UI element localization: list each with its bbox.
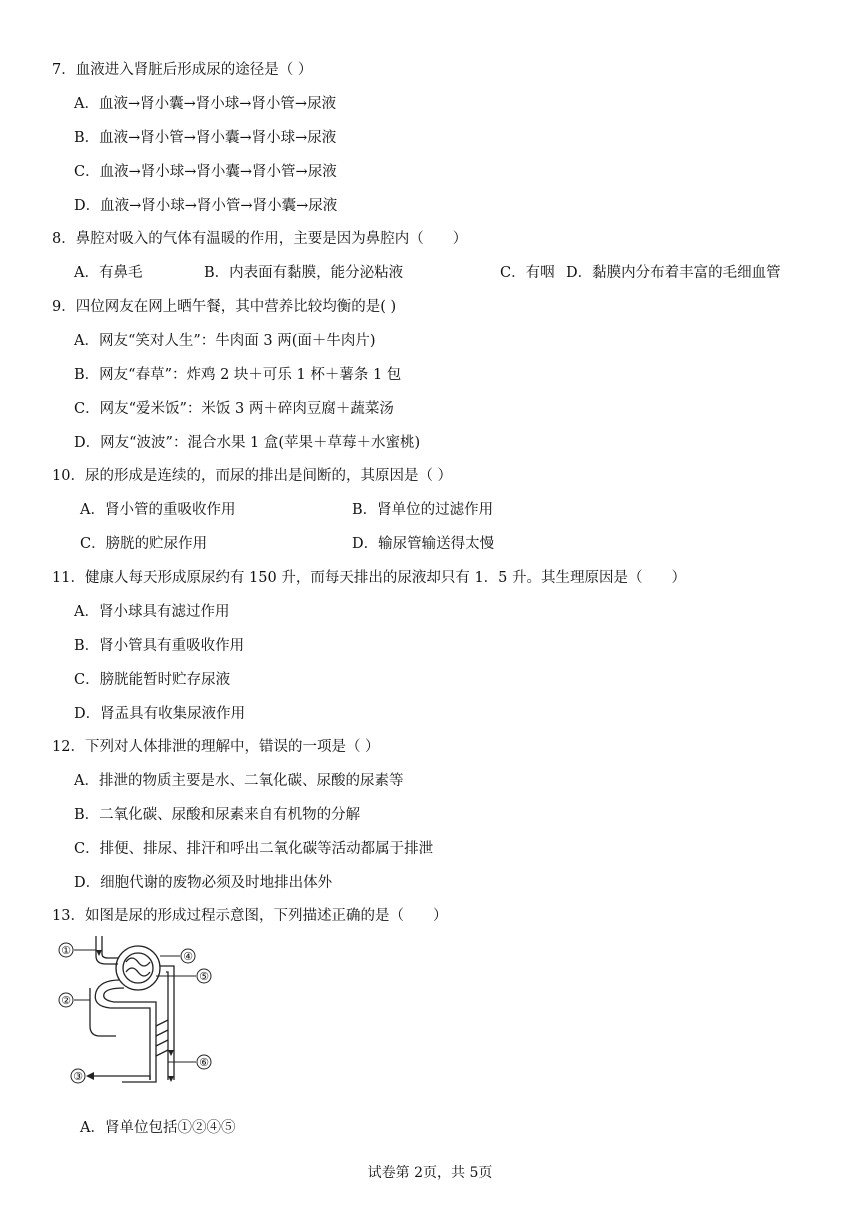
q10-option-c: C．膀胱的贮尿作用 [80,536,208,552]
q7-option-d: D．血液→肾小球→肾小管→肾小囊→尿液 [74,198,338,214]
q9-option-b: B．网友“春草”：炸鸡 2 块＋可乐 1 杯＋薯条 1 包 [74,367,402,383]
q8-stem: 8．鼻腔对吸入的气体有温暖的作用，主要是因为鼻腔内（ ） [52,231,468,247]
label-3: ③ [73,1070,83,1083]
label-1: ① [61,944,71,957]
q9-stem: 9．四位网友在网上晒午餐，其中营养比较均衡的是( ) [52,299,397,315]
q7-option-b: B．血液→肾小管→肾小囊→肾小球→尿液 [74,130,337,146]
label-2: ② [61,994,71,1007]
page-footer: 试卷第 2页，共 5页 [367,1165,493,1181]
q7-option-c: C．血液→肾小球→肾小囊→肾小管→尿液 [74,164,337,180]
q13-stem: 13．如图是尿的形成过程示意图，下列描述正确的是（ ） [52,908,448,924]
q11-option-b: B．肾小管具有重吸收作用 [74,638,245,654]
q11-stem: 11．健康人每天形成原尿约有 150 升，而每天排出的尿液却只有 1．5 升。其生理原因是（ ） [52,570,687,586]
q10-option-d: D．输尿管输送得太慢 [352,536,495,552]
label-4: ④ [183,950,193,963]
q8-option-c: C．有咽 [500,265,555,281]
q12-option-d: D．细胞代谢的废物必须及时地排出体外 [74,875,333,891]
q7-stem: 7．血液进入肾脏后形成尿的途径是（ ） [52,62,313,78]
q12-option-c: C．排便、排尿、排汗和呼出二氧化碳等活动都属于排泄 [74,841,434,857]
q12-option-b: B．二氧化碳、尿酸和尿素来自有机物的分解 [74,807,361,823]
q11-option-c: C．膀胱能暂时贮存尿液 [74,672,231,688]
q10-option-b: B．肾单位的过滤作用 [352,502,494,518]
q10-option-a: A．肾小管的重吸收作用 [80,502,236,518]
q12-stem: 12．下列对人体排泄的理解中，错误的一项是（ ） [52,739,380,755]
q13-option-a: A．肾单位包括①②④⑤ [80,1120,236,1136]
q7-option-a: A．血液→肾小囊→肾小球→肾小管→尿液 [74,96,337,112]
q12-option-a: A．排泄的物质主要是水、二氧化碳、尿酸的尿素等 [74,773,404,789]
q11-option-a: A．肾小球具有滤过作用 [74,604,230,620]
q8-option-b: B．内表面有黏膜，能分泌粘液 [204,265,404,281]
q9-option-c: C．网友“爱米饭”：米饭 3 两＋碎肉豆腐＋蔬菜汤 [74,401,394,417]
q8-option-d: D．黏膜内分布着丰富的毛细血管 [566,265,781,281]
q8-option-a: A．有鼻毛 [74,265,143,281]
label-5: ⑤ [199,970,209,983]
nephron-diagram [56,930,226,1090]
q9-option-a: A．网友“笑对人生”：牛肉面 3 两(面＋牛肉片) [74,333,376,349]
q11-option-d: D．肾盂具有收集尿液作用 [74,706,246,722]
label-6: ⑥ [199,1056,209,1069]
q10-stem: 10．尿的形成是连续的，而尿的排出是间断的，其原因是（ ） [52,468,453,484]
q9-option-d: D．网友“波波”：混合水果 1 盒(苹果＋草莓＋水蜜桃) [74,435,421,451]
